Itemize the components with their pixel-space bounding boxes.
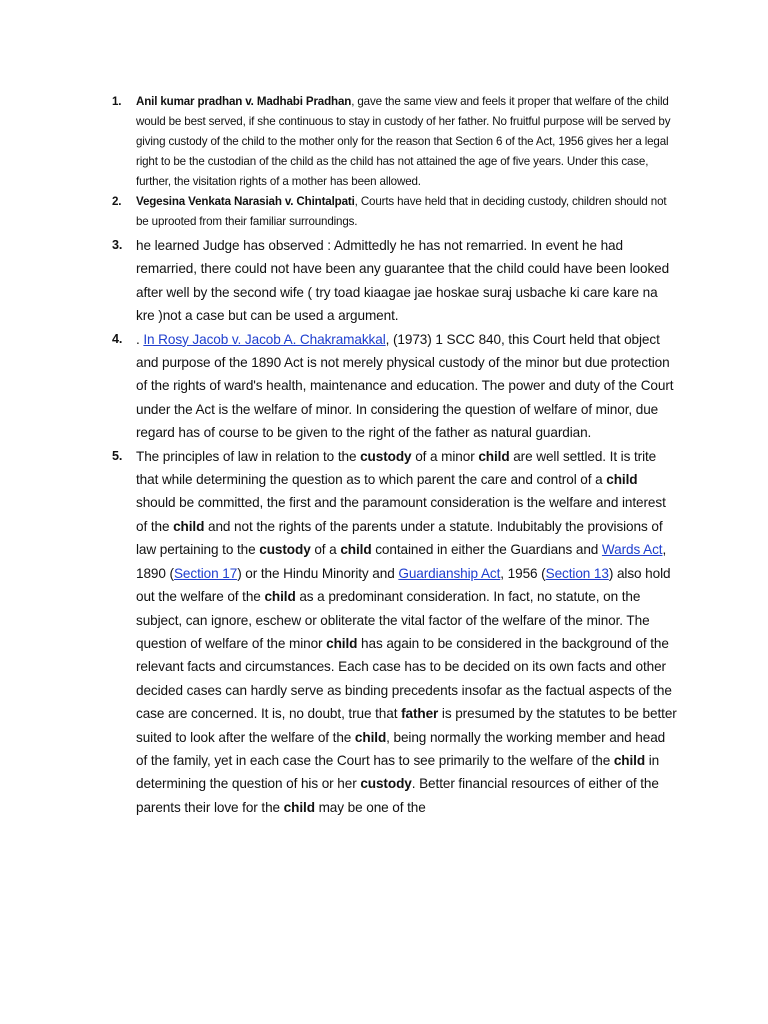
bold-term: child xyxy=(354,729,387,745)
statute-link[interactable]: Wards Act xyxy=(601,542,663,558)
case-link[interactable]: In Rosy Jacob v. Jacob A. Chakramakkal xyxy=(143,331,386,347)
item-text: he learned Judge has observed : Admittedly he has not remarried. In event he had remarried, there could not have been any guarantee that the child could have been looked after well by the second wife ( try toad kiaagae jae hoskae suraj usbache ki care kare na kre )not a case but can be used a argument. xyxy=(136,238,670,324)
item-number: 1. xyxy=(112,95,122,108)
text-run: may be one of the xyxy=(314,799,426,815)
text-run: The principles of law in relation to the xyxy=(136,448,361,464)
list-item xyxy=(0,328,768,445)
bold-term: child xyxy=(283,799,315,815)
list-item xyxy=(0,445,768,820)
item-number: 2. xyxy=(112,195,122,208)
text-run: should be committed, the first and the paramount consideration is the welfare and interest of the xyxy=(136,495,666,534)
text-run: has again to be considered in the background of the relevant facts and circumstances. Each case has to be decided on its own facts and other decided cases can hardly serve as binding precedents insofar as the factual aspects of the case are concerned. It is, no doubt, true that xyxy=(136,635,672,722)
text-run: as a predominant consideration. In fact, no statute, on the subject, can ignore, eschew or obliterate the vital factor of the welfare of the minor. The question of welfare of the minor xyxy=(136,589,650,651)
text-run: of a xyxy=(310,542,341,558)
bold-term: child xyxy=(613,752,646,768)
bold-term: child xyxy=(173,518,205,534)
list-item xyxy=(0,192,768,232)
bold-term: child xyxy=(326,635,358,651)
item-number: 4. xyxy=(112,331,123,346)
bold-term: child xyxy=(340,542,372,558)
bold-term: custody xyxy=(360,448,412,464)
text-run: , 1890 ( xyxy=(136,542,667,581)
text-run: . Better financial resources of either of the parents their love for the xyxy=(136,776,659,815)
case-list xyxy=(0,92,768,819)
case-title: Anil kumar pradhan v. Madhabi Pradhan xyxy=(136,95,352,108)
text-run: ) or the Hindu Minority and xyxy=(237,565,399,581)
item-number: 5. xyxy=(112,448,123,463)
item-number: 3. xyxy=(112,238,123,252)
item-text: , gave the same view and feels it proper that welfare of the child would be best served, if she continuous to stay in custody of her father. No fruitful purpose will be served by giving custody of the child to the mother only for the reason that Section 6 of the Act, 1956 gives her a legal right to be the custodian of the child as the child has not attained the age of five years. Under this case, further, the visitation rights of a mother has been allowed. xyxy=(136,95,671,188)
text-run: of a minor xyxy=(411,448,479,464)
bold-term: father xyxy=(401,706,439,722)
text-run: is presumed by the statutes to be better suited to look after the welfare of the xyxy=(136,706,677,745)
bold-term: child xyxy=(478,448,510,464)
bold-term: child xyxy=(606,472,638,488)
statute-link[interactable]: Section 13 xyxy=(545,565,609,581)
text-run: , 1956 ( xyxy=(500,565,546,581)
list-item xyxy=(0,234,768,328)
text-run: and not the rights of the parents under a statute. Indubitably the provisions of law pertaining to the xyxy=(136,518,663,558)
item-text: , (1973) 1 SCC 840, this Court held that object and purpose of the 1890 Act is not merely physical custody of the minor but due protection of the rights of ward's health, maintenance and education. The power and duty of the Court under the Act is the welfare of minor. In considering the question of welfare of minor, due regard has of course to be given to the right of the father as natural guardian. xyxy=(136,331,674,441)
item-prefix: . xyxy=(136,331,144,347)
statute-link[interactable]: Guardianship Act xyxy=(398,565,501,581)
text-run: , being normally the working member and head of the family, yet in each case the Court has to see primarily to the welfare of the xyxy=(136,729,666,768)
case-title: Vegesina Venkata Narasiah v. Chintalpati xyxy=(136,195,355,208)
item-text: , Courts have held that in deciding custody, children should not be uprooted from their familiar surroundings. xyxy=(136,195,667,228)
text-run: ) also hold out the welfare of the xyxy=(136,565,671,605)
item-text xyxy=(136,449,677,815)
text-run: are well settled. It is trite that while determining the question as to which parent the care and control of a xyxy=(136,448,657,488)
list-item xyxy=(0,92,768,192)
bold-term: custody xyxy=(259,542,311,558)
statute-link[interactable]: Section 17 xyxy=(173,565,238,581)
bold-term: child xyxy=(264,589,296,605)
text-run: in determining the question of his or her xyxy=(136,752,660,792)
text-run: contained in either the Guardians and xyxy=(371,542,602,558)
bold-term: custody xyxy=(360,776,412,792)
